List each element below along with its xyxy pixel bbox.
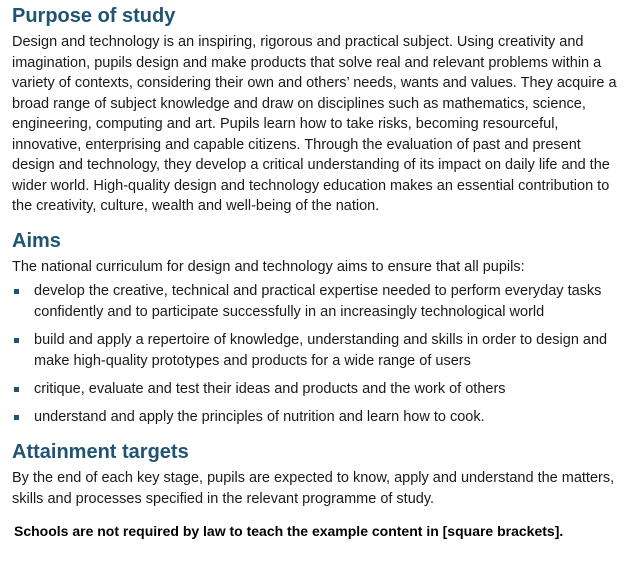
document-page [12,4,624,541]
square-bullet-icon [14,387,19,392]
square-bullet-icon [14,289,19,294]
aims-heading: Aims [12,229,61,252]
purpose-section [12,4,624,217]
aims-item-text: develop the creative, technical and practical expertise needed to perform everyday tasks confidently and to participate successfully in an increasingly technological world [34,283,602,320]
aims-list-item [12,407,624,428]
aims-list-item [12,379,624,400]
aims-intro: The national curriculum for design and technology aims to ensure that all pupils: [12,258,525,275]
attainment-heading: Attainment targets [12,441,189,463]
attainment-body: By the end of each key stage, pupils are expected to know, apply and understand the matters, skills and processes specified in the relevant programme of study. [12,470,615,507]
square-brackets-note: Schools are not required by law to teach the example content in [square brackets]. [14,523,564,539]
attainment-section [12,440,624,509]
aims-list-item [12,330,624,372]
aims-item-text: build and apply a repertoire of knowledge, understanding and skills in order to design and make high-quality prototypes and products for a wide range of users [34,332,608,369]
aims-section [12,229,624,429]
aims-list [12,281,624,428]
aims-list-item [12,281,624,323]
purpose-heading: Purpose of study [12,5,176,27]
aims-item-text: understand and apply the principles of nutrition and learn how to cook. [34,409,485,425]
square-bullet-icon [14,415,19,420]
square-bullet-icon [14,338,19,343]
purpose-body: Design and technology is an inspiring, rigorous and practical subject. Using creativity and imagination, pupils design and make products that solve real and relevant problems within a variety of contexts, considering their own and others’ needs, wants and values. They acquire a broad range of subject knowledge and draw on disciplines such as mathematics, science, engineering, computing and art. Pupils learn how to take risks, becoming resourceful, innovative, enterprising and capable citizens. Through the evaluation of past and present design and technology, they develop a critical understanding of its impact on daily life and the wider world. High-quality design and technology education makes an essential contribution to the creativity, culture, wealth and well-being of the nation. [12,34,617,214]
aims-item-text: critique, evaluate and test their ideas and products and the work of others [34,381,506,397]
